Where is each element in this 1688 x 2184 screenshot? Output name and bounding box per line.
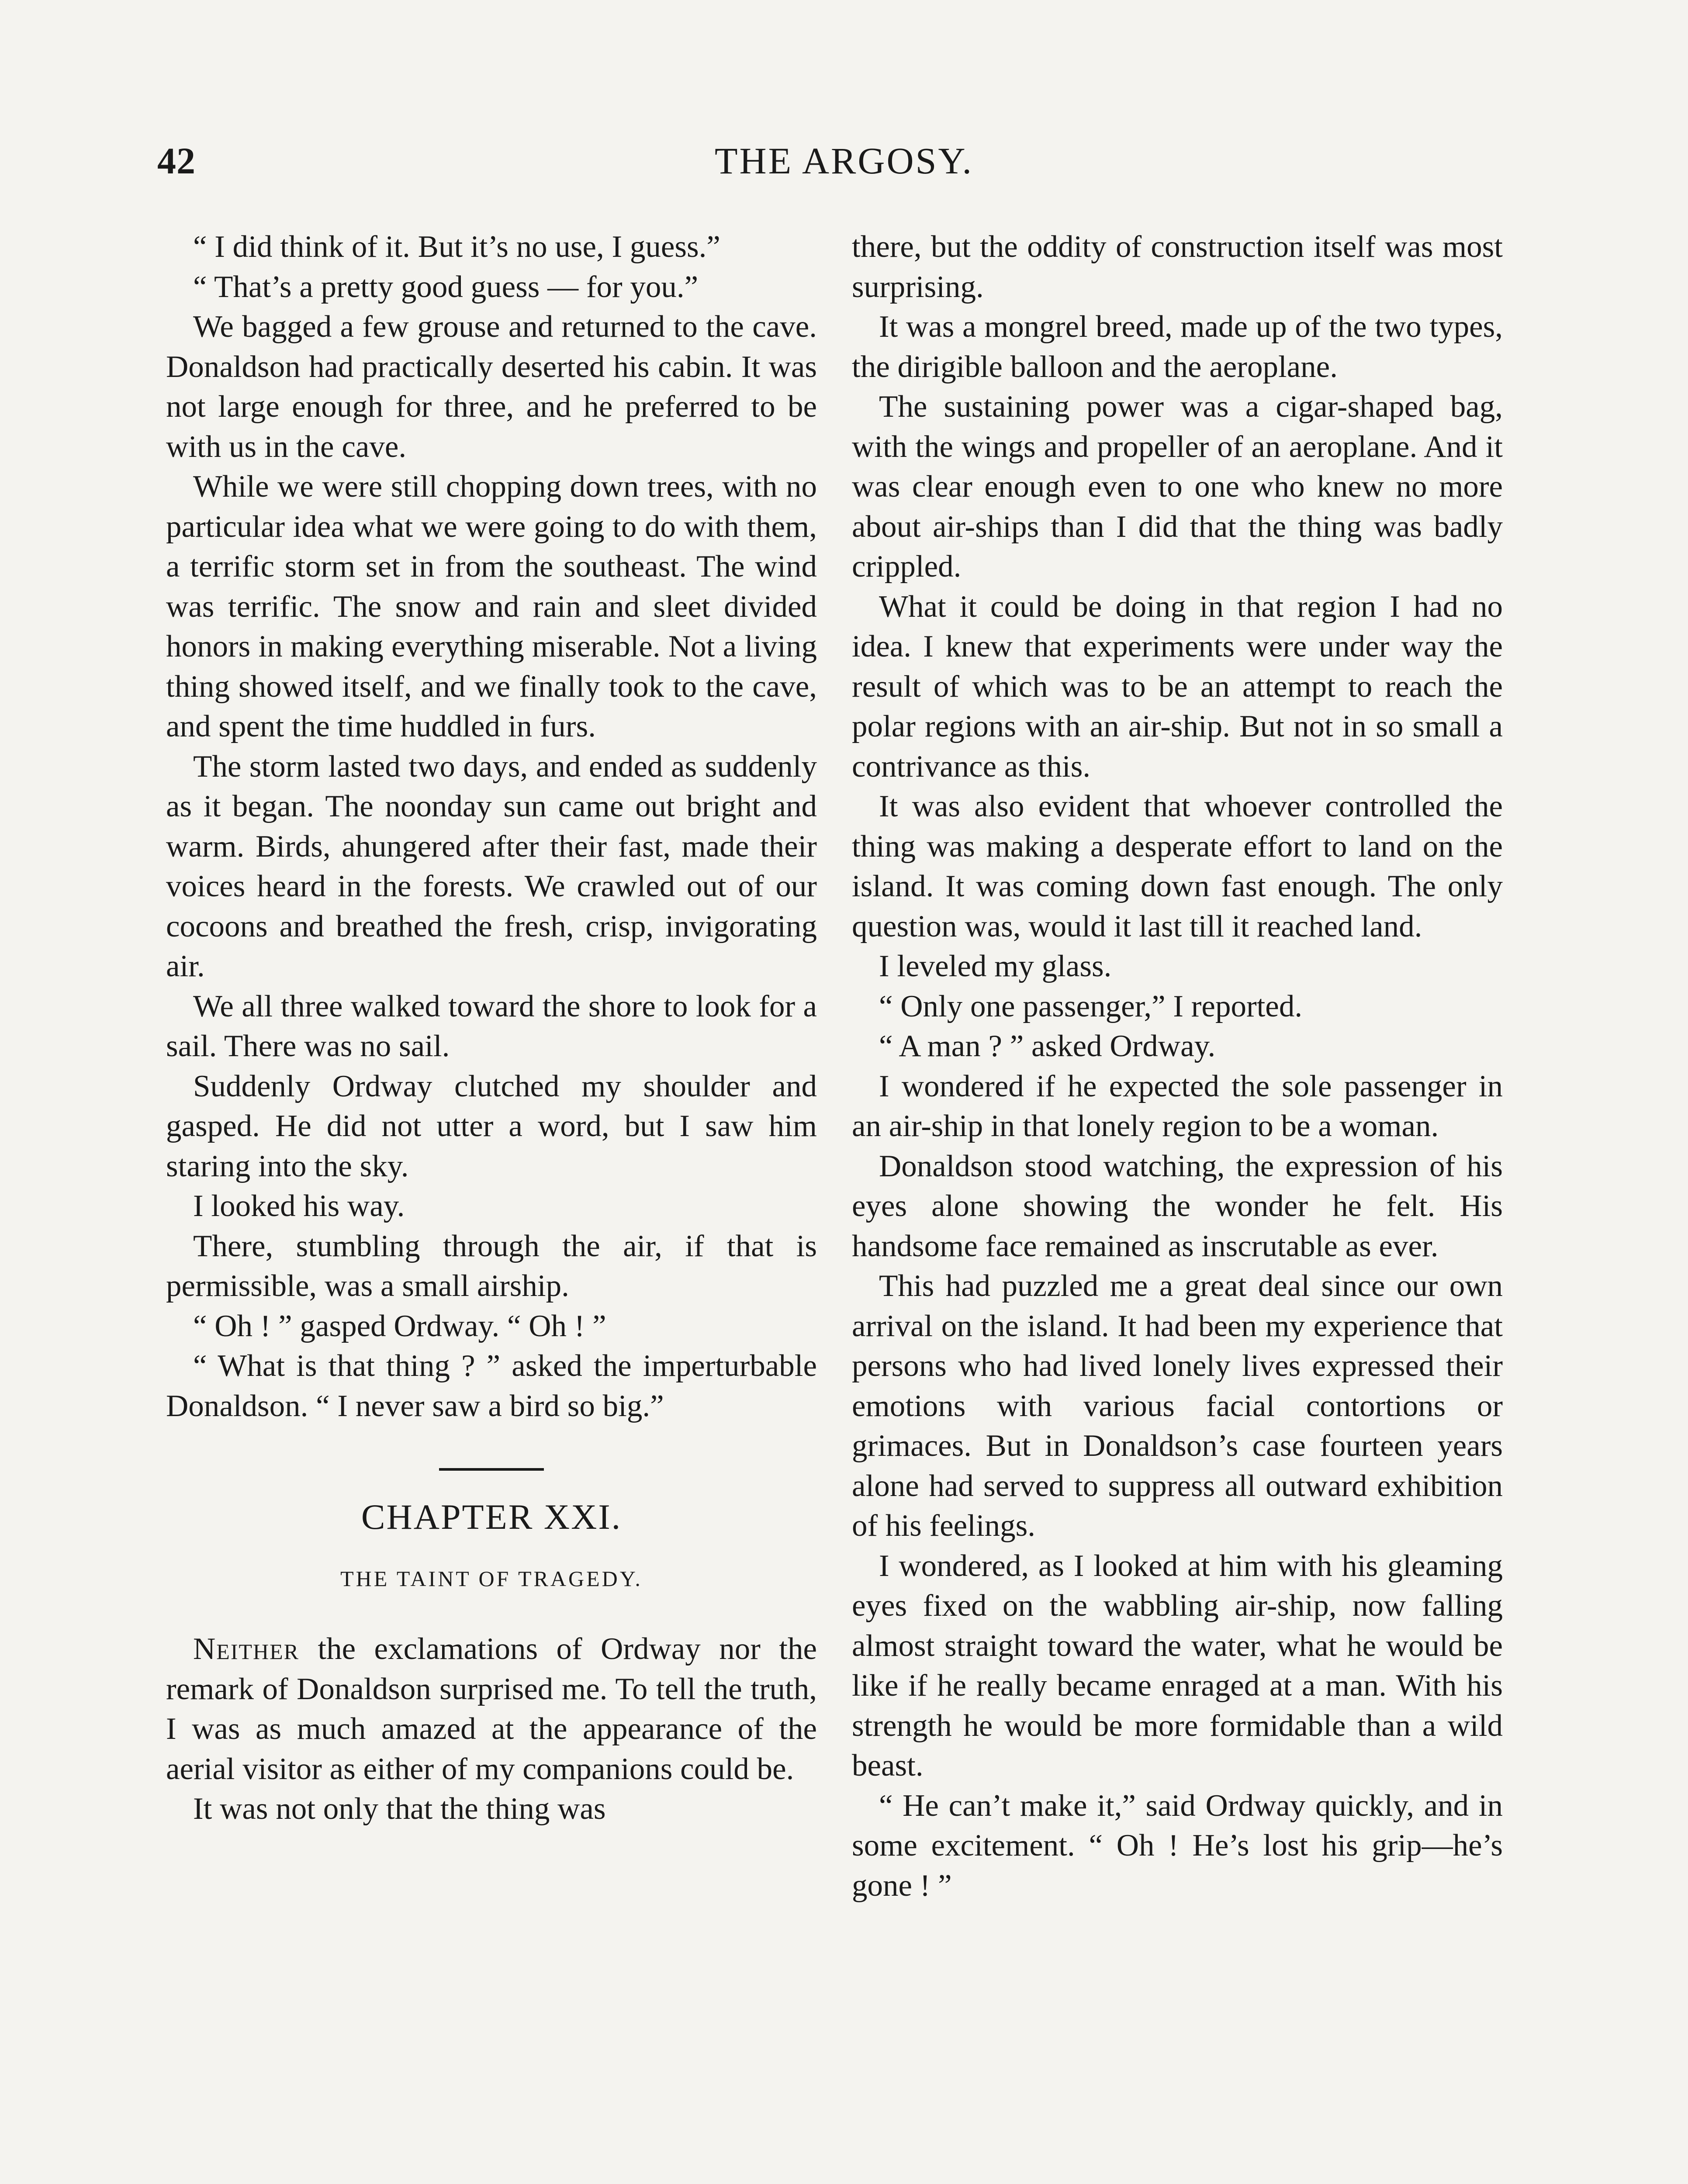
chapter-subtitle: THE TAINT OF TRAGEDY. <box>340 1566 643 1591</box>
paragraph: Suddenly Ordway clutched my shoulder and gasped. He did not utter a word, but I saw him staring into the sky. <box>166 1069 817 1183</box>
paragraph: I wondered if he expected the sole passenger in an air-ship in that lonely region to be a woman. <box>852 1069 1503 1143</box>
paragraph: “ He can’t make it,” said Ordway quickly, and in some excitement. “ Oh ! He’s lost his grip—he’s gone ! ” <box>852 1788 1503 1903</box>
paragraph: I leveled my glass. <box>879 949 1112 983</box>
paragraph: there, but the oddity of construction itself was most surprising. <box>852 230 1503 304</box>
paragraph: “ A man ? ” asked Ordway. <box>879 1029 1216 1063</box>
paragraph: We all three walked toward the shore to look for a sail. There was no sail. <box>166 989 817 1063</box>
paragraph: “ I did think of it. But it’s no use, I guess.” <box>193 230 720 264</box>
lead-word: Neither <box>193 1632 300 1666</box>
right-column <box>852 227 1503 1906</box>
paragraph: The sustaining power was a cigar-shaped bag, with the wings and propeller of an aeroplane. And it was clear enough even to one who knew no more about air-ships than I did that the thing was badly crippled. <box>852 390 1503 584</box>
paragraph: It was not only that the thing was <box>193 1792 606 1826</box>
paragraph: “ What is that thing ? ” asked the imperturbable Donaldson. “ I never saw a bird so big.” <box>166 1349 817 1423</box>
paragraph: What it could be doing in that region I had no idea. I knew that experiments were under way the result of which was to be an attempt to reach the polar regions with an air-ship. But not in so small a contrivance as this. <box>852 589 1503 784</box>
paragraph: The storm lasted two days, and ended as suddenly as it began. The noonday sun came out bright and warm. Birds, ahungered after their fast, made their voices heard in the forests. We crawled out of our cocoons and breathed the fresh, crisp, invigorating air. <box>166 749 817 983</box>
paragraph: It was a mongrel breed, made up of the two types, the dirigible balloon and the aeroplane. <box>852 310 1503 384</box>
paragraph: “ Oh ! ” gasped Ordway. “ Oh ! ” <box>193 1309 606 1343</box>
paragraph: It was also evident that whoever controlled the thing was making a desperate effort to land on the island. It was coming down fast enough. The only question was, would it last till it reached land. <box>852 789 1503 943</box>
paragraph: I wondered, as I looked at him with his gleaming eyes fixed on the wabbling air-ship, now falling almost straight toward the water, what he would be like if he really became enraged at a man. With his strength he would be more formidable than a wild beast. <box>852 1548 1503 1783</box>
chapter-title: CHAPTER XXI. <box>361 1497 622 1537</box>
paragraph: “ Only one passenger,” I reported. <box>879 989 1303 1023</box>
left-column <box>166 227 817 1829</box>
paragraph: I looked his way. <box>193 1189 405 1223</box>
paragraph: Donaldson stood watching, the expression of his eyes alone showing the wonder he felt. His handsome face remained as inscrutable as ever. <box>852 1149 1503 1263</box>
chapter-divider <box>439 1468 544 1471</box>
running-head: THE ARGOSY. <box>715 140 973 182</box>
paragraph: There, stumbling through the air, if that is permissible, was a small airship. <box>166 1229 817 1303</box>
chapter-opening-paragraph <box>166 1629 817 1789</box>
page-number: 42 <box>157 140 196 182</box>
paragraph: While we were still chopping down trees, with no particular idea what we were going to do with them, a terrific storm set in from the southeast. The wind was terrific. The snow and rain and sleet divided honors in making everything miserable. Not a living thing showed itself, and we finally took to the cave, and spent the time huddled in furs. <box>166 470 817 743</box>
paragraph: We bagged a few grouse and returned to the cave. Donaldson had practically deserted his cabin. It was not large enough for three, and he preferred to be with us in the cave. <box>166 310 817 464</box>
paragraph: This had puzzled me a great deal since our own arrival on the island. It had been my experience that persons who had lived lonely lives expressed their emotions with various facial contortions or grimaces. But in Donaldson’s case fourteen years alone had served to suppress all outward exhibition of his feelings. <box>852 1269 1503 1543</box>
paragraph: “ That’s a pretty good guess — for you.” <box>193 270 699 304</box>
paragraph-text: the exclamations of Ordway nor the remark of Donaldson surprised me. To tell the truth, I was as much amazed at the appearance of the aerial visitor as either of my companions could be. <box>166 1632 817 1786</box>
